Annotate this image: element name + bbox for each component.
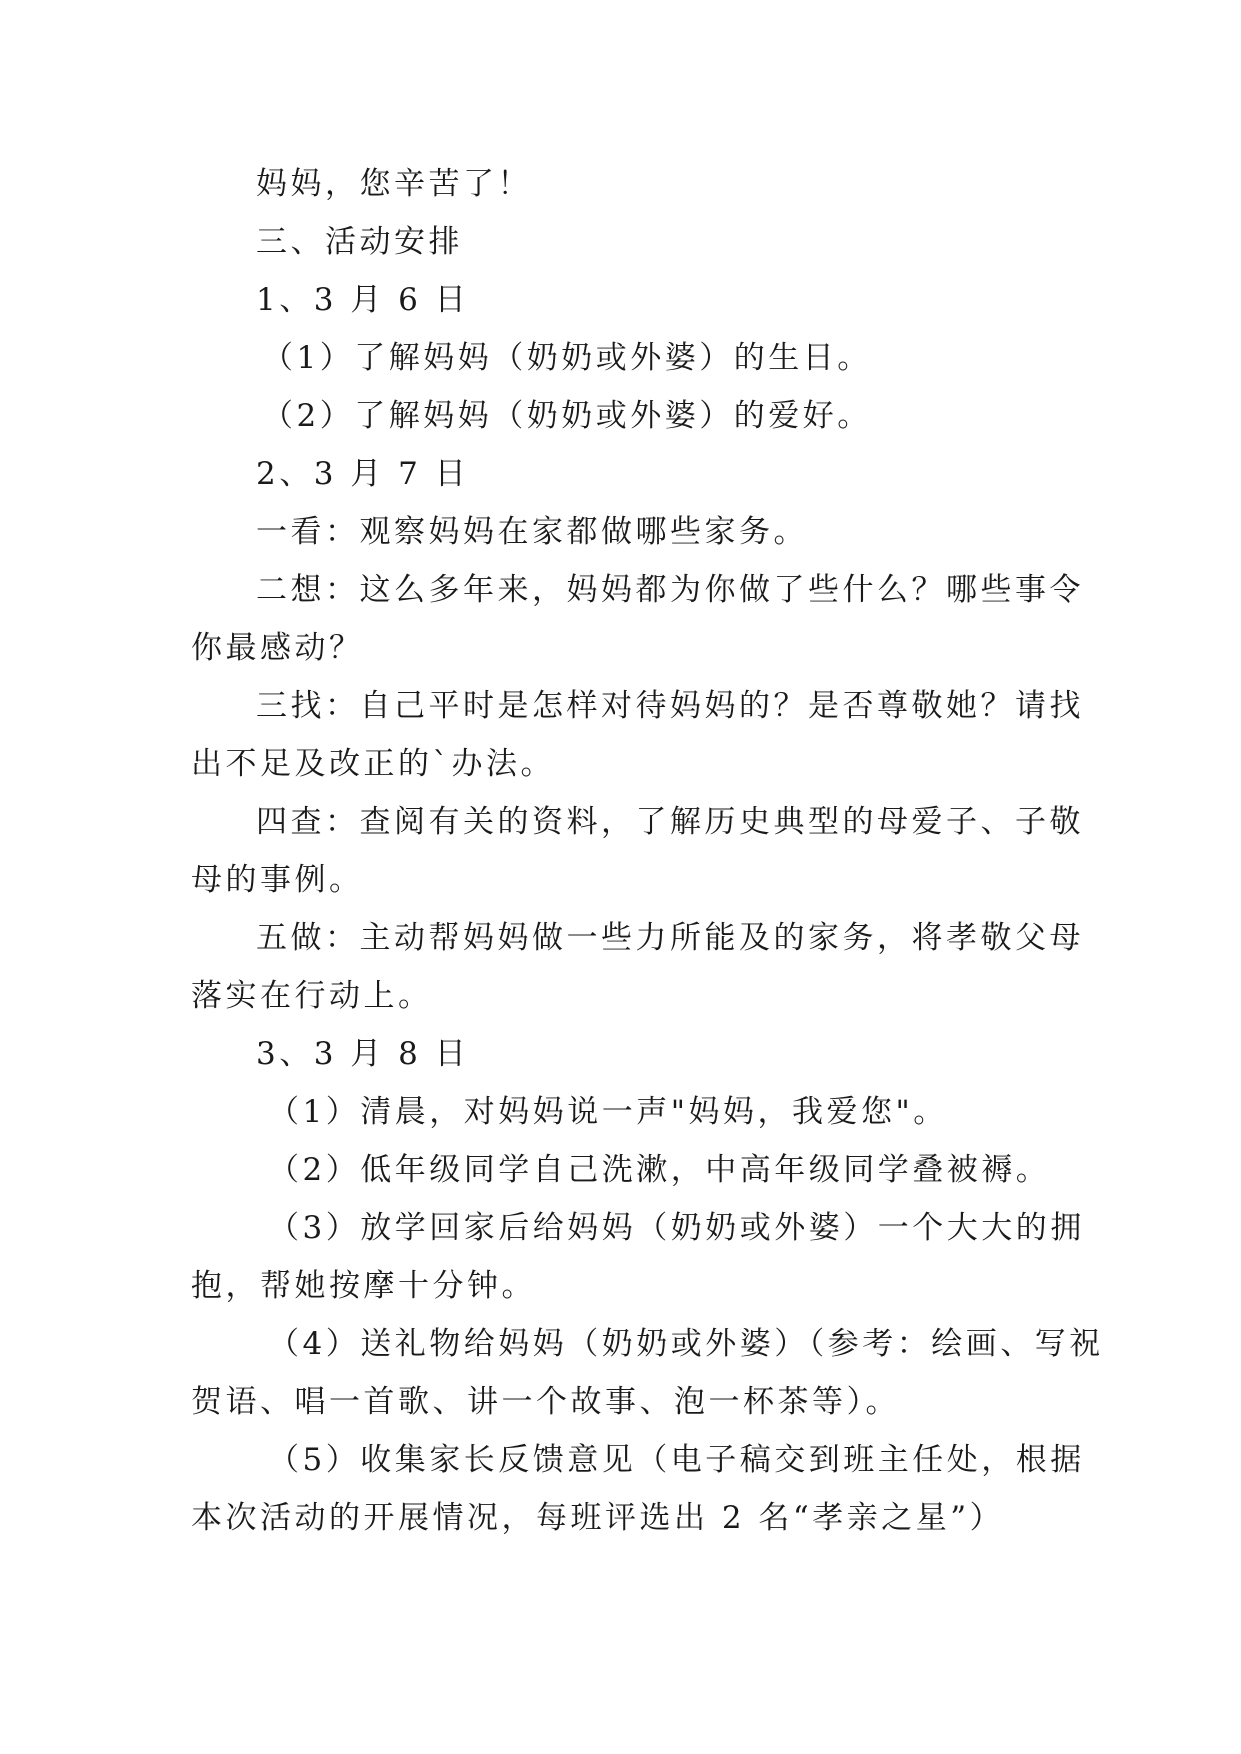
- list-item-3-2: （2）低年级同学自己洗漱，中高年级同学叠被褥。: [268, 1152, 1051, 1188]
- section-heading: 三、活动安排: [256, 224, 463, 260]
- date-heading-1: 1、3 月 6 日: [256, 282, 470, 318]
- list-item-3-1: （1）清晨，对妈妈说一声"妈妈，我爱您"。: [268, 1094, 948, 1130]
- list-item-3-5: （5）收集家长反馈意见（电子稿交到班主任处，根据: [268, 1442, 1085, 1478]
- closing-line: 妈妈，您辛苦了！: [256, 166, 532, 202]
- date-heading-3: 3、3 月 8 日: [256, 1036, 470, 1072]
- list-item-3-5-cont: 本次活动的开展情况，每班评选出 2 名“孝亲之星”）: [191, 1500, 1005, 1536]
- date-heading-2: 2、3 月 7 日: [256, 456, 470, 492]
- paragraph-check-cont: 母的事例。: [191, 862, 364, 898]
- list-item-1-2: （2）了解妈妈（奶奶或外婆）的爱好。: [262, 398, 872, 434]
- list-item-1-1: （1）了解妈妈（奶奶或外婆）的生日。: [262, 340, 872, 376]
- list-item-3-4-cont: 贺语、唱一首歌、讲一个故事、泡一杯茶等）。: [191, 1384, 900, 1420]
- paragraph-find-cont: 出不足及改正的`办法。: [191, 746, 555, 782]
- paragraph-look: 一看：观察妈妈在家都做哪些家务。: [256, 514, 808, 550]
- list-item-3-4: （4）送礼物给妈妈（奶奶或外婆）（参考：绘画、写祝: [268, 1326, 1104, 1362]
- list-item-3-3-cont: 抱，帮她按摩十分钟。: [191, 1268, 536, 1304]
- paragraph-find: 三找：自己平时是怎样对待妈妈的？是否尊敬她？请找: [256, 688, 1084, 724]
- paragraph-check: 四查：查阅有关的资料，了解历史典型的母爱子、子敬: [256, 804, 1084, 840]
- paragraph-think: 二想：这么多年来，妈妈都为你做了些什么？哪些事令: [256, 572, 1084, 608]
- paragraph-think-cont: 你最感动？: [191, 630, 364, 666]
- paragraph-do-cont: 落实在行动上。: [191, 978, 433, 1014]
- list-item-3-3: （3）放学回家后给妈妈（奶奶或外婆）一个大大的拥: [268, 1210, 1085, 1246]
- paragraph-do: 五做：主动帮妈妈做一些力所能及的家务，将孝敬父母: [256, 920, 1084, 956]
